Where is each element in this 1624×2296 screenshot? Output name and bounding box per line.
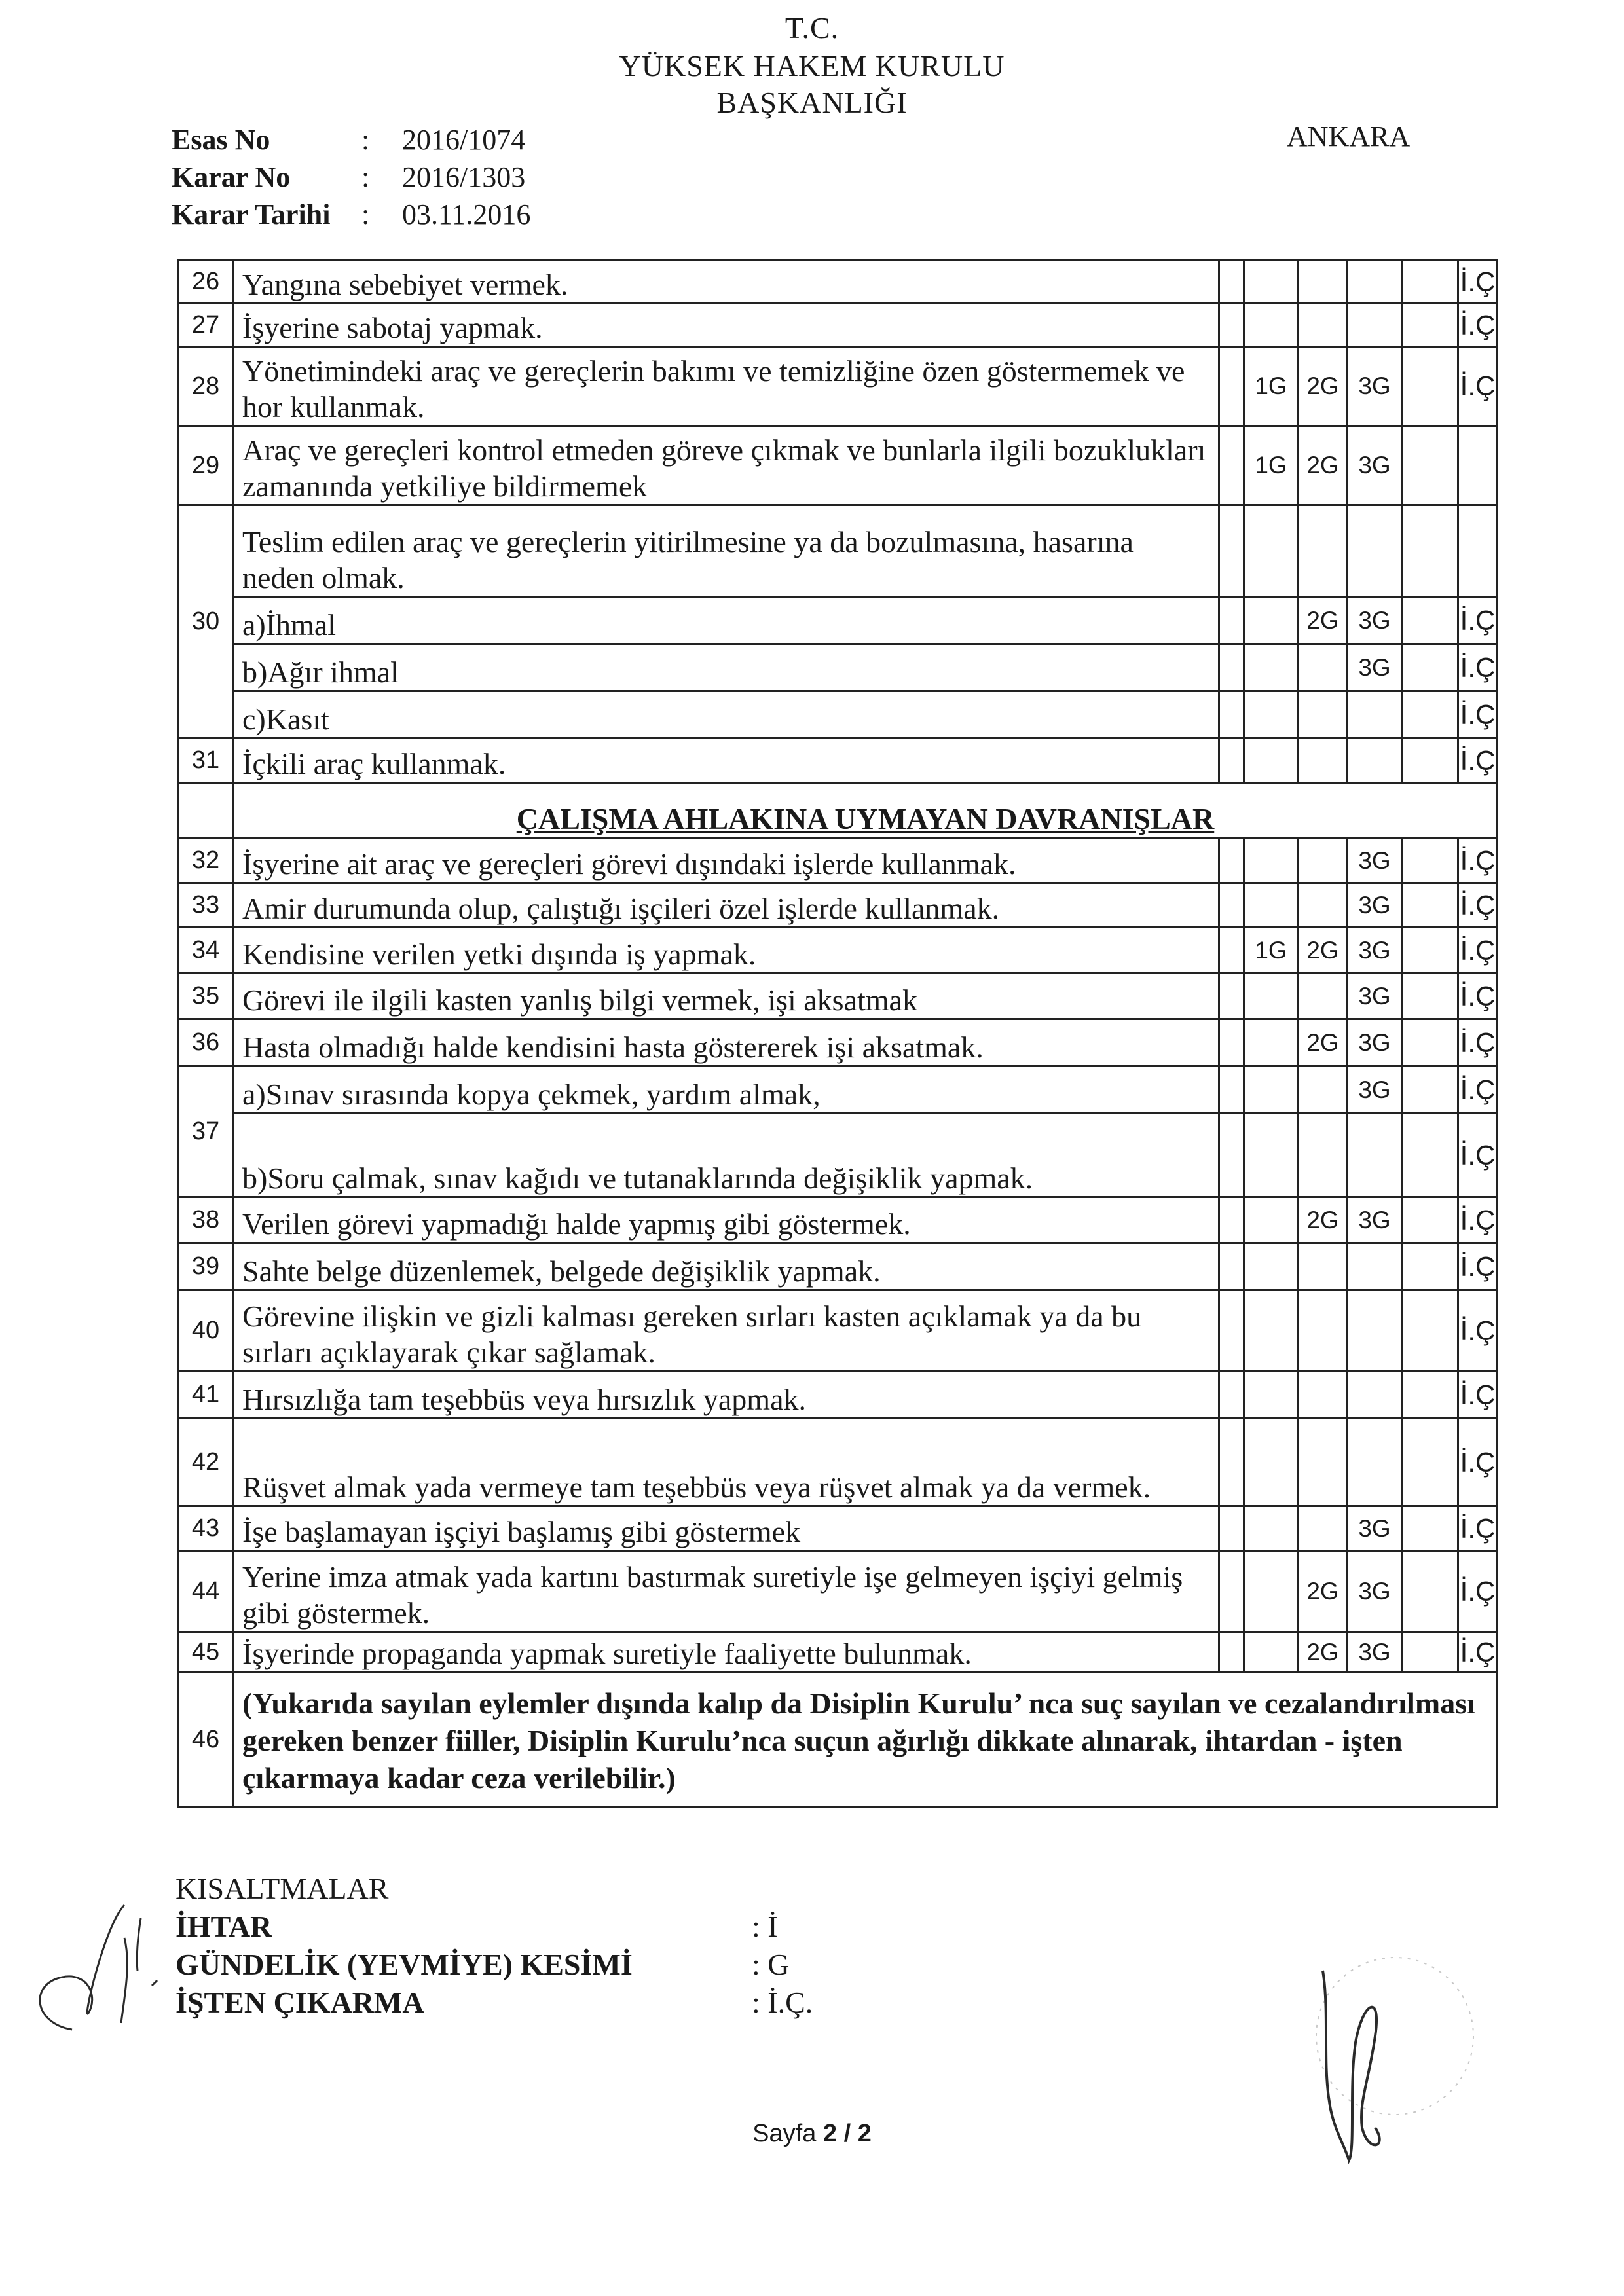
penalty-ic: İ.Ç xyxy=(1458,974,1498,1019)
case-meta xyxy=(172,121,530,233)
table-row xyxy=(178,1506,1498,1551)
row-number: 32 xyxy=(178,839,234,883)
penalty-ic: İ.Ç xyxy=(1458,1243,1498,1290)
penalty-3g: 3G xyxy=(1348,644,1402,691)
penalty-3g: 3G xyxy=(1348,1632,1402,1673)
row-number: 30 xyxy=(178,505,234,738)
rule-text: İşyerine sabotaj yapmak. xyxy=(234,304,1219,347)
penalty-3g: 3G xyxy=(1348,347,1402,426)
table-row xyxy=(178,1197,1498,1243)
row-number: 29 xyxy=(178,426,234,505)
rule-text: Hasta olmadığı halde kendisini hasta göstererek işi aksatmak. xyxy=(234,1019,1219,1066)
header-institution: YÜKSEK HAKEM KURULU xyxy=(619,49,1005,82)
meta-row-tarih: Karar Tarihi : 03.11.2016 xyxy=(172,196,530,233)
rule-text: İçkili araç kullanmak. xyxy=(234,738,1219,783)
penalty-2g: 2G xyxy=(1299,1019,1348,1066)
abbreviation-row xyxy=(175,1908,813,1946)
table-row xyxy=(178,691,1498,738)
rule-text: İşyerine ait araç ve gereçleri görevi dışındaki işlerde kullanmak. xyxy=(234,839,1219,883)
penalty-ic: İ.Ç xyxy=(1458,261,1498,304)
penalty-1g: 1G xyxy=(1244,928,1299,974)
footer-label: Sayfa xyxy=(752,2120,817,2147)
penalty-ic: İ.Ç xyxy=(1458,1114,1498,1197)
table-row xyxy=(178,304,1498,347)
table-row xyxy=(178,426,1498,505)
penalty-ic: İ.Ç xyxy=(1458,839,1498,883)
abbreviations-title: KISALTMALAR xyxy=(175,1872,389,1905)
page-footer xyxy=(0,2120,1624,2148)
table-row xyxy=(178,1372,1498,1419)
meta-label: Esas No xyxy=(172,124,270,156)
penalty-3g: 3G xyxy=(1348,928,1402,974)
abbreviation-row xyxy=(175,1984,813,2022)
abbreviation-value: : G xyxy=(752,1948,790,1981)
penalty-3g: 3G xyxy=(1348,839,1402,883)
row-number: 38 xyxy=(178,1197,234,1243)
row-number: 45 xyxy=(178,1632,234,1673)
table-row xyxy=(178,1290,1498,1372)
table-row xyxy=(178,347,1498,426)
table-row xyxy=(178,505,1498,597)
penalty-3g: 3G xyxy=(1348,597,1402,644)
meta-value: 03.11.2016 xyxy=(402,198,531,230)
table-row xyxy=(178,1243,1498,1290)
table-row xyxy=(178,1066,1498,1114)
header-tc: T.C. xyxy=(784,11,840,45)
meta-value: 2016/1074 xyxy=(402,124,526,156)
penalty-2g: 2G xyxy=(1299,928,1348,974)
abbreviation-key: GÜNDELİK (YEVMİYE) KESİMİ xyxy=(175,1948,633,1981)
table-row xyxy=(178,1114,1498,1197)
penalty-ic: İ.Ç xyxy=(1458,1197,1498,1243)
row-number: 27 xyxy=(178,304,234,347)
row-number: 40 xyxy=(178,1290,234,1372)
rule-text: Rüşvet almak yada vermeye tam teşebbüs veya rüşvet almak ya da vermek. xyxy=(234,1419,1219,1506)
penalty-3g: 3G xyxy=(1348,883,1402,928)
rule-text: Yerine imza atmak yada kartını bastırmak suretiyle işe gelmeyen işçiyi gelmiş gibi göstermek. xyxy=(234,1551,1219,1632)
penalty-2g: 2G xyxy=(1299,1632,1348,1673)
table-row xyxy=(178,883,1498,928)
row-number: 31 xyxy=(178,738,234,783)
header-presidency: BAŞKANLIĞI xyxy=(716,86,908,119)
penalty-2g: 2G xyxy=(1299,1197,1348,1243)
penalty-ic: İ.Ç xyxy=(1458,1019,1498,1066)
table-row xyxy=(178,597,1498,644)
row-number: 37 xyxy=(178,1066,234,1197)
table-row xyxy=(178,1632,1498,1673)
penalty-3g: 3G xyxy=(1348,1551,1402,1632)
rule-text: Sahte belge düzenlemek, belgede değişiklik yapmak. xyxy=(234,1243,1219,1290)
table-row xyxy=(178,738,1498,783)
abbreviation-key: İŞTEN ÇIKARMA xyxy=(175,1986,424,2019)
penalty-ic: İ.Ç xyxy=(1458,1419,1498,1506)
penalty-1g: 1G xyxy=(1244,347,1299,426)
penalty-3g: 3G xyxy=(1348,426,1402,505)
row-number: 42 xyxy=(178,1419,234,1506)
abbreviation-value: : İ.Ç. xyxy=(752,1986,813,2019)
row-number: 28 xyxy=(178,347,234,426)
penalty-ic: İ.Ç xyxy=(1458,1372,1498,1419)
rule-text: Teslim edilen araç ve gereçlerin yitirilmesine ya da bozulmasına, hasarına neden olmak. xyxy=(234,505,1219,597)
penalty-3g: 3G xyxy=(1348,1019,1402,1066)
row-number: 33 xyxy=(178,883,234,928)
penalty-ic: İ.Ç xyxy=(1458,691,1498,738)
penalty-ic: İ.Ç xyxy=(1458,1551,1498,1632)
table-row xyxy=(178,261,1498,304)
city-label: ANKARA xyxy=(1287,120,1411,153)
rule-text: Yangına sebebiyet vermek. xyxy=(234,261,1219,304)
row-number: 39 xyxy=(178,1243,234,1290)
table-row xyxy=(178,839,1498,883)
rule-subtext: b)Ağır ihmal xyxy=(234,644,1219,691)
row-number: 43 xyxy=(178,1506,234,1551)
rule-subtext: a)Sınav sırasında kopya çekmek, yardım almak, xyxy=(234,1066,1219,1114)
penalty-ic: İ.Ç xyxy=(1458,883,1498,928)
row-number: 34 xyxy=(178,928,234,974)
rule-subtext: c)Kasıt xyxy=(234,691,1219,738)
section-row xyxy=(178,783,1498,839)
meta-label: Karar Tarihi xyxy=(172,198,331,230)
meta-value: 2016/1303 xyxy=(402,161,526,193)
table-row xyxy=(178,928,1498,974)
penalty-2g: 2G xyxy=(1299,347,1348,426)
table-row xyxy=(178,644,1498,691)
table-row xyxy=(178,1019,1498,1066)
rule-text: Amir durumunda olup, çalıştığı işçileri özel işlerde kullanmak. xyxy=(234,883,1219,928)
penalty-1g: 1G xyxy=(1244,426,1299,505)
rule-subtext: a)İhmal xyxy=(234,597,1219,644)
penalty-ic: İ.Ç xyxy=(1458,928,1498,974)
row-number: 41 xyxy=(178,1372,234,1419)
penalty-ic: İ.Ç xyxy=(1458,1066,1498,1114)
table-row xyxy=(178,1419,1498,1506)
table-row xyxy=(178,1551,1498,1632)
rule-text: Araç ve gereçleri kontrol etmeden göreve çıkmak ve bunlarla ilgili bozuklukları zamanında yetkiliye bildirmemek xyxy=(234,426,1219,505)
footer-page-number: 2 / 2 xyxy=(822,2120,872,2147)
penalty-ic: İ.Ç xyxy=(1458,644,1498,691)
row-number: 44 xyxy=(178,1551,234,1632)
abbreviation-row xyxy=(175,1946,813,1984)
catch-all-note: (Yukarıda sayılan eylemler dışında kalıp da Disiplin Kurulu’ nca suç sayılan ve cezalandırılması gereken benzer fiiller, Disiplin Kurulu’nca suçun ağırlığı dikkate alınarak, ihtardan - işten çıkarmaya kadar ceza verilebilir.) xyxy=(234,1673,1498,1807)
penalty-2g: 2G xyxy=(1299,426,1348,505)
rule-text: Hırsızlığa tam teşebbüs veya hırsızlık yapmak. xyxy=(234,1372,1219,1419)
signature-left xyxy=(26,1899,196,2043)
section-heading-text: ÇALIŞMA AHLAKINA UYMAYAN DAVRANIŞLAR xyxy=(516,802,1215,835)
penalty-ic: İ.Ç xyxy=(1458,1632,1498,1673)
penalty-ic: İ.Ç xyxy=(1458,738,1498,783)
row-number: 26 xyxy=(178,261,234,304)
discipline-table xyxy=(177,259,1498,1808)
penalty-ic: İ.Ç xyxy=(1458,1506,1498,1551)
rule-text: İşyerinde propaganda yapmak suretiyle faaliyette bulunmak. xyxy=(234,1632,1219,1673)
penalty-2g: 2G xyxy=(1299,597,1348,644)
row-number: 46 xyxy=(178,1673,234,1807)
penalty-ic: İ.Ç xyxy=(1458,597,1498,644)
penalty-3g: 3G xyxy=(1348,1506,1402,1551)
row-number: 36 xyxy=(178,1019,234,1066)
penalty-3g: 3G xyxy=(1348,1197,1402,1243)
rule-text: Kendisine verilen yetki dışında iş yapmak. xyxy=(234,928,1219,974)
rule-text: İşe başlamayan işçiyi başlamış gibi göstermek xyxy=(234,1506,1219,1551)
penalty-3g: 3G xyxy=(1348,1066,1402,1114)
rule-text: Yönetimindeki araç ve gereçlerin bakımı ve temizliğine özen göstermemek ve hor kullanmak. xyxy=(234,347,1219,426)
row-number: 35 xyxy=(178,974,234,1019)
table-row xyxy=(178,1673,1498,1807)
meta-row-esas: Esas No : 2016/1074 xyxy=(172,121,530,158)
abbreviation-value: : İ xyxy=(752,1910,778,1943)
rule-subtext: b)Soru çalmak, sınav kağıdı ve tutanaklarında değişiklik yapmak. xyxy=(234,1114,1219,1197)
rule-text: Görevi ile ilgili kasten yanlış bilgi vermek, işi aksatmak xyxy=(234,974,1219,1019)
penalty-ic: İ.Ç xyxy=(1458,1290,1498,1372)
penalty-2g: 2G xyxy=(1299,1551,1348,1632)
meta-row-karar: Karar No : 2016/1303 xyxy=(172,158,530,196)
section-heading xyxy=(234,783,1498,839)
abbreviations xyxy=(175,1870,813,2022)
rule-text: Verilen görevi yapmadığı halde yapmış gibi göstermek. xyxy=(234,1197,1219,1243)
meta-label: Karar No xyxy=(172,161,291,193)
abbreviation-key: İHTAR xyxy=(175,1910,272,1943)
table-row xyxy=(178,974,1498,1019)
penalty-3g: 3G xyxy=(1348,974,1402,1019)
rule-text: Görevine ilişkin ve gizli kalması gereken sırları kasten açıklamak ya da bu sırları açıklayarak çıkar sağlamak. xyxy=(234,1290,1219,1372)
penalty-ic: İ.Ç xyxy=(1458,347,1498,426)
penalty-ic: İ.Ç xyxy=(1458,304,1498,347)
